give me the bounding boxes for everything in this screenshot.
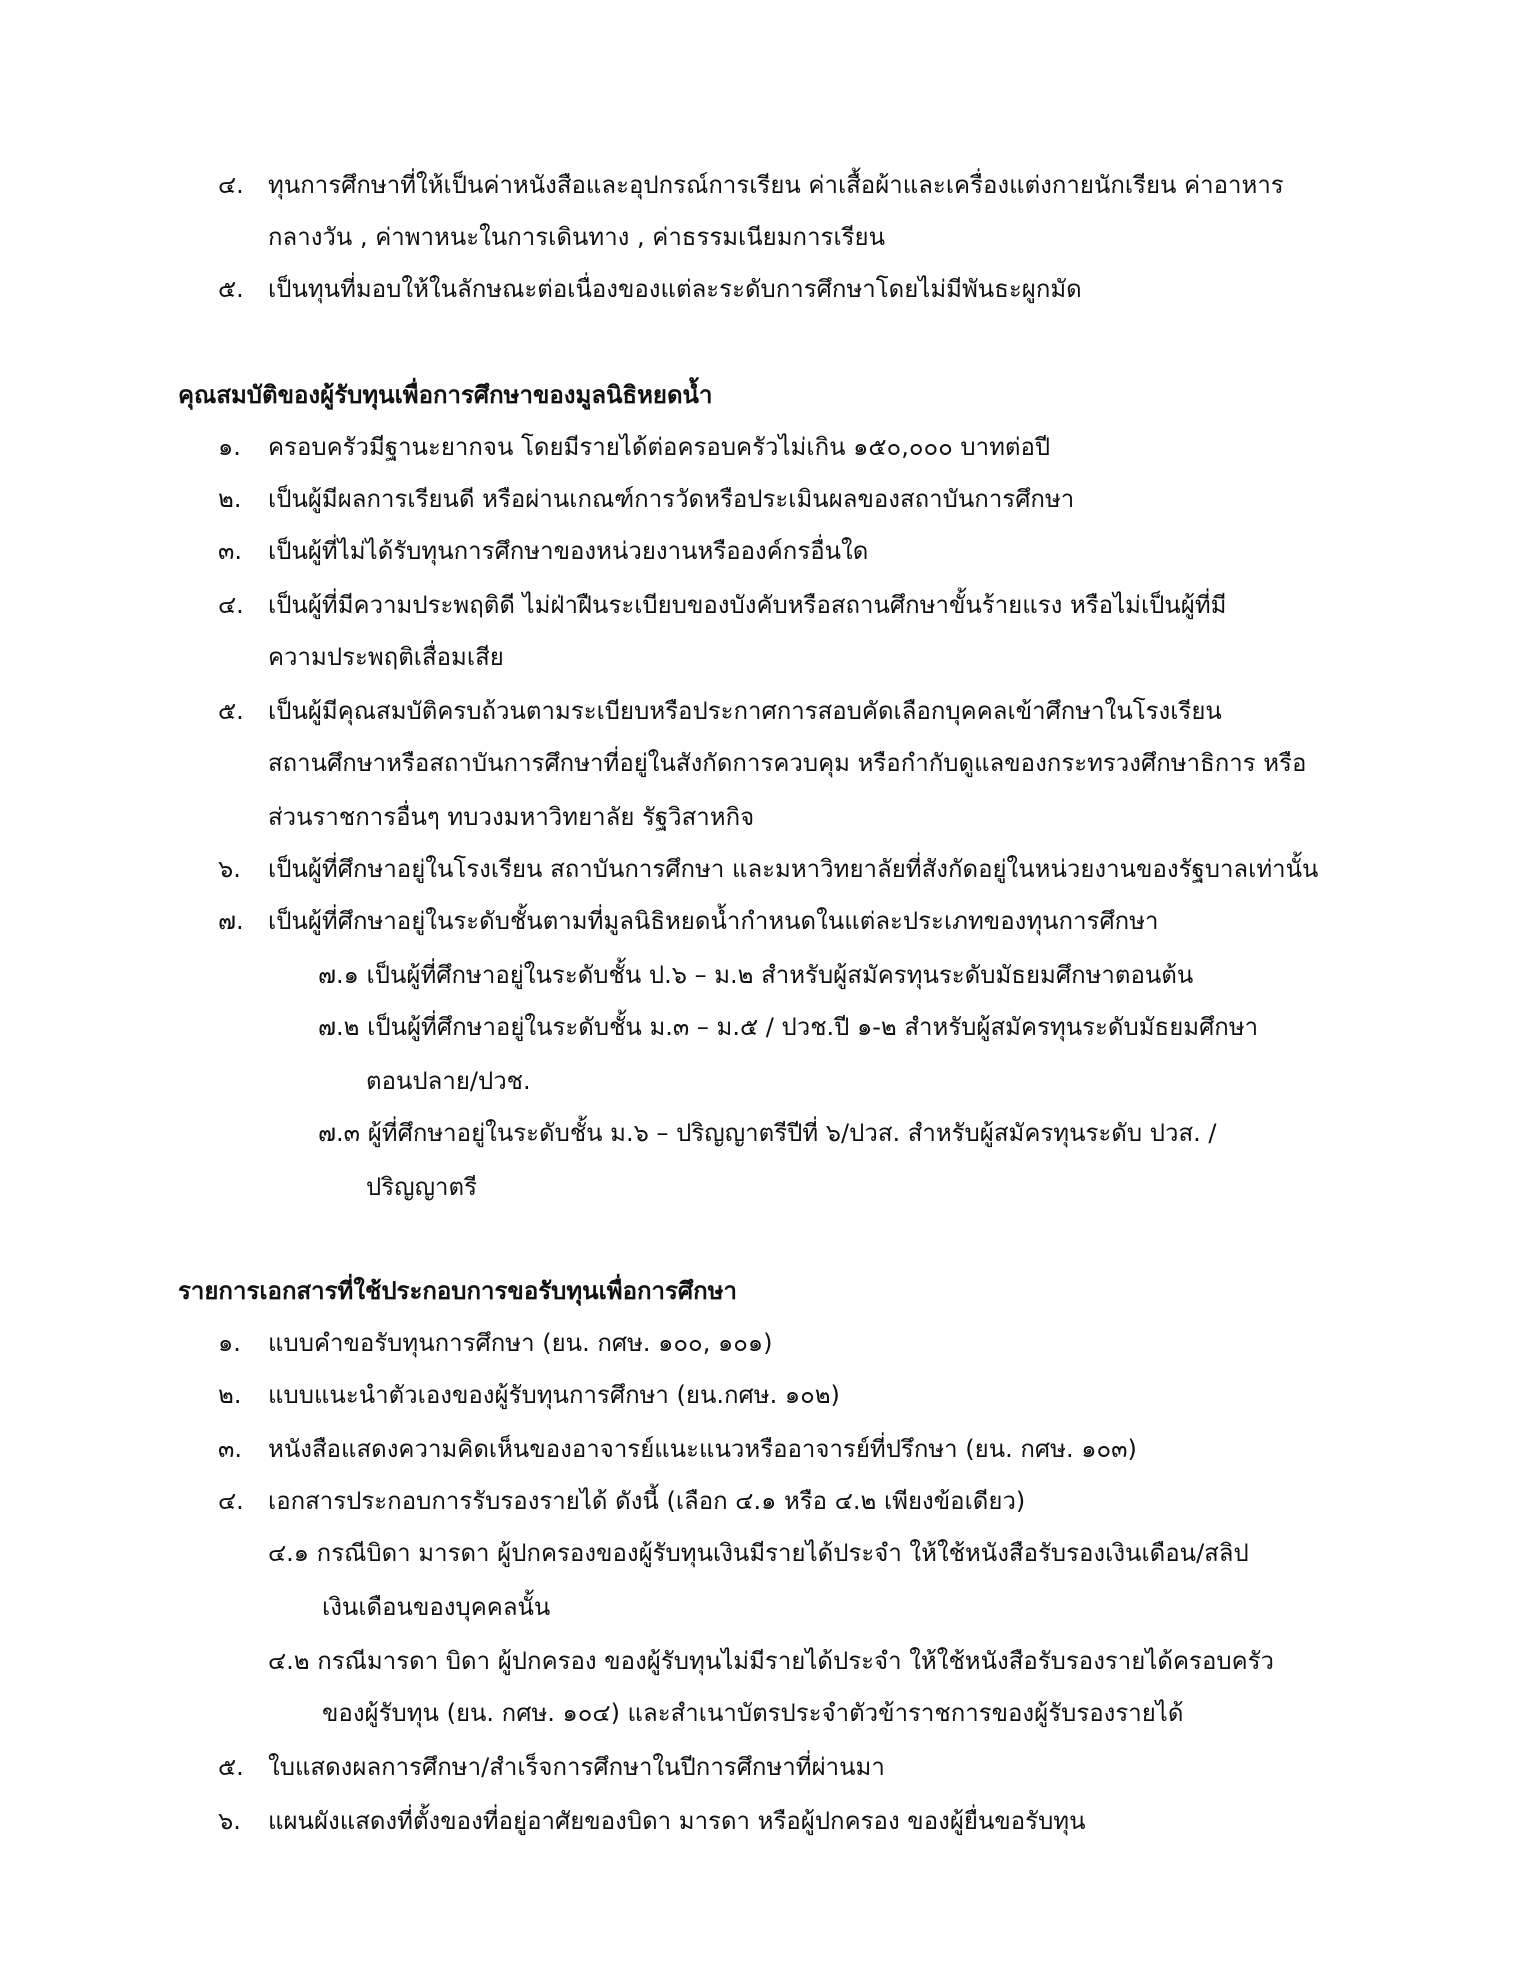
qualifications-heading: คุณสมบัติของผู้รับทุนเพื่อการศึกษาของมูลนิธิหยดน้ำ (178, 381, 713, 409)
intro-item-4-number: ๔. (218, 171, 244, 199)
qualification-subitem-7-1-line-1: ๗.๑ เป็นผู้ที่ศึกษาอยู่ในระดับชั้น ป.๖ – ม.๒ สำหรับผู้สมัครทุนระดับมัธยมศึกษาตอนต้น (318, 961, 1194, 989)
qualification-item-4-number: ๔. (218, 591, 244, 619)
qualification-item-1-line-1: ครอบครัวมีฐานะยากจน โดยมีรายได้ต่อครอบครัวไม่เกิน ๑๕๐,๐๐๐ บาทต่อปี (268, 433, 1051, 461)
qualification-item-4-line-2: ความประพฤติเสื่อมเสีย (268, 643, 504, 671)
document-item-3-number: ๓. (218, 1435, 243, 1463)
document-subitem-4-1-line-2: เงินเดือนของบุคคลนั้น (322, 1593, 551, 1621)
document-subitem-4-2-line-1: ๔.๒ กรณีมารดา บิดา ผู้ปกครอง ของผู้รับทุนไม่มีรายได้ประจำ ให้ใช้หนังสือรับรองรายได้ครอบครัว (268, 1647, 1275, 1675)
document-item-6-number: ๖. (218, 1807, 241, 1835)
qualification-item-5-line-2: สถานศึกษาหรือสถาบันการศึกษาที่อยู่ในสังกัดการควบคุม หรือกำกับดูแลของกระทรวงศึกษาธิการ หรือ (268, 749, 1307, 777)
document-item-3-line-1: หนังสือแสดงความคิดเห็นของอาจารย์แนะแนวหรืออาจารย์ที่ปรึกษา (ยน. กศษ. ๑๐๓) (268, 1435, 1137, 1463)
qualification-subitem-7-2-line-2: ตอนปลาย/ปวช. (366, 1067, 531, 1095)
intro-item-5-number: ๕. (218, 275, 244, 303)
qualification-item-7-line-1: เป็นผู้ที่ศึกษาอยู่ในระดับชั้นตามที่มูลนิธิหยดน้ำกำหนดในแต่ละประเภทของทุนการศึกษา (268, 907, 1159, 935)
document-item-2-number: ๒. (218, 1381, 242, 1409)
document-item-1-number: ๑. (218, 1329, 241, 1357)
document-item-2-line-1: แบบแนะนำตัวเองของผู้รับทุนการศึกษา (ยน.กศษ. ๑๐๒) (268, 1381, 840, 1409)
intro-item-4-line-1: ทุนการศึกษาที่ให้เป็นค่าหนังสือและอุปกรณ์การเรียน ค่าเสื้อผ้าและเครื่องแต่งกายนักเรียน ค่าอาหาร (268, 171, 1284, 199)
document-item-1-line-1: แบบคำขอรับทุนการศึกษา (ยน. กศษ. ๑๐๐, ๑๐๑) (268, 1329, 773, 1357)
document-item-4-line-1: เอกสารประกอบการรับรองรายได้ ดังนี้ (เลือก ๔.๑ หรือ ๔.๒ เพียงข้อเดียว) (268, 1487, 1026, 1515)
qualification-item-7-number: ๗. (218, 907, 244, 935)
qualification-item-4-line-1: เป็นผู้ที่มีความประพฤติดี ไม่ฝ่าฝืนระเบียบของบังคับหรือสถานศึกษาขั้นร้ายแรง หรือไม่เป็นผู้ที่มี (268, 591, 1227, 619)
qualification-item-2-number: ๒. (218, 485, 242, 513)
qualification-item-1-number: ๑. (218, 433, 241, 461)
document-subitem-4-2-line-2: ของผู้รับทุน (ยน. กศษ. ๑๐๔) และสำเนาบัตรประจำตัวข้าราชการของผู้รับรองรายได้ (322, 1699, 1184, 1727)
qualification-item-3-line-1: เป็นผู้ที่ไม่ได้รับทุนการศึกษาของหน่วยงานหรือองค์กรอื่นใด (268, 537, 869, 565)
document-item-5-number: ๕. (218, 1753, 244, 1781)
intro-item-5-line-1: เป็นทุนที่มอบให้ในลักษณะต่อเนื่องของแต่ละระดับการศึกษาโดยไม่มีพันธะผูกมัด (268, 275, 1082, 303)
qualification-item-3-number: ๓. (218, 537, 243, 565)
qualification-item-5-number: ๕. (218, 697, 244, 725)
document-subitem-4-1-line-1: ๔.๑ กรณีบิดา มารดา ผู้ปกครองของผู้รับทุนเงินมีรายได้ประจำ ให้ใช้หนังสือรับรองเงินเดือน/สลิป (268, 1539, 1249, 1567)
document-item-6-line-1: แผนผังแสดงที่ตั้งของที่อยู่อาศัยของบิดา มารดา หรือผู้ปกครอง ของผู้ยื่นขอรับทุน (268, 1807, 1086, 1835)
qualification-item-6-line-1: เป็นผู้ที่ศึกษาอยู่ในโรงเรียน สถาบันการศึกษา และมหาวิทยาลัยที่สังกัดอยู่ในหน่วยงานของรัฐบาลเท่านั้น (268, 855, 1319, 883)
document-item-4-number: ๔. (218, 1487, 244, 1515)
documents-heading: รายการเอกสารที่ใช้ประกอบการขอรับทุนเพื่อการศึกษา (178, 1277, 737, 1305)
qualification-subitem-7-3-line-1: ๗.๓ ผู้ที่ศึกษาอยู่ในระดับชั้น ม.๖ – ปริญญาตรีปีที่ ๖/ปวส. สำหรับผู้สมัครทุนระดับ ปวส. / (318, 1119, 1217, 1147)
qualification-item-2-line-1: เป็นผู้มีผลการเรียนดี หรือผ่านเกณฑ์การวัดหรือประเมินผลของสถาบันการศึกษา (268, 485, 1075, 513)
intro-item-4-line-2: กลางวัน , ค่าพาหนะในการเดินทาง , ค่าธรรมเนียมการเรียน (268, 223, 886, 251)
qualification-item-5-line-3: ส่วนราชการอื่นๆ ทบวงมหาวิทยาลัย รัฐวิสาหกิจ (268, 803, 755, 831)
qualification-subitem-7-3-line-2: ปริญญาตรี (366, 1173, 477, 1201)
qualification-subitem-7-2-line-1: ๗.๒ เป็นผู้ที่ศึกษาอยู่ในระดับชั้น ม.๓ – ม.๕ / ปวช.ปี ๑-๒ สำหรับผู้สมัครทุนระดับมัธยมศึกษา (318, 1013, 1259, 1041)
qualification-item-5-line-1: เป็นผู้มีคุณสมบัติครบถ้วนตามระเบียบหรือประกาศการสอบคัดเลือกบุคคลเข้าศึกษาในโรงเรียน (268, 697, 1222, 725)
document-item-5-line-1: ใบแสดงผลการศึกษา/สำเร็จการศึกษาในปีการศึกษาที่ผ่านมา (268, 1753, 885, 1781)
qualification-item-6-number: ๖. (218, 855, 241, 883)
